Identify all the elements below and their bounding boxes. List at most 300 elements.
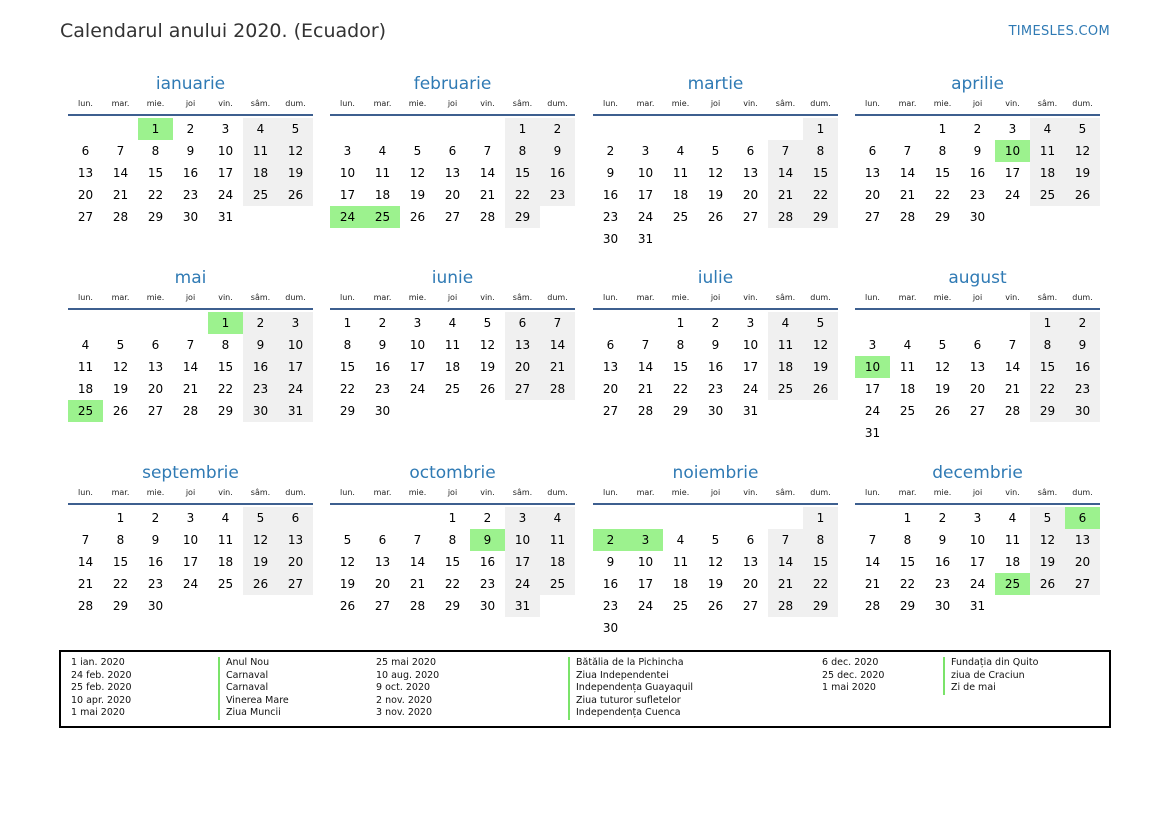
day-cell[interactable]: 8 bbox=[221, 338, 230, 352]
day-cell[interactable]: 21 bbox=[112, 188, 129, 202]
day-cell[interactable]: 2 bbox=[1065, 312, 1100, 334]
day-cell[interactable]: 17 bbox=[217, 166, 234, 180]
day-cell[interactable]: 29 bbox=[803, 206, 838, 228]
day-cell[interactable]: 5 bbox=[243, 507, 278, 529]
day-cell[interactable]: 16 bbox=[182, 166, 199, 180]
day-cell[interactable]: 31 bbox=[864, 426, 881, 440]
day-cell[interactable]: 30 bbox=[243, 400, 278, 422]
day-cell[interactable]: 11 bbox=[1030, 140, 1065, 162]
day-cell[interactable]: 13 bbox=[278, 529, 313, 551]
day-cell[interactable]: 29 bbox=[444, 599, 461, 613]
day-cell[interactable]: 10 bbox=[742, 338, 759, 352]
day-cell[interactable]: 12 bbox=[339, 555, 356, 569]
day-cell[interactable]: 19 bbox=[243, 551, 278, 573]
day-cell[interactable]: 14 bbox=[637, 360, 654, 374]
day-cell[interactable]: 17 bbox=[339, 188, 356, 202]
day-cell[interactable]: 18 bbox=[1004, 555, 1021, 569]
day-cell[interactable]: 6 bbox=[505, 312, 540, 334]
day-cell[interactable]: 9 bbox=[973, 144, 982, 158]
day-cell[interactable]: 20 bbox=[278, 551, 313, 573]
day-cell[interactable]: 7 bbox=[116, 144, 125, 158]
day-cell[interactable]: 24 bbox=[182, 577, 199, 591]
day-cell[interactable]: 23 bbox=[602, 210, 619, 224]
day-cell[interactable]: 22 bbox=[1030, 378, 1065, 400]
day-cell[interactable]: 4 bbox=[903, 338, 912, 352]
day-cell[interactable]: 27 bbox=[1065, 573, 1100, 595]
day-cell[interactable]: 19 bbox=[1065, 162, 1100, 184]
day-cell[interactable]: 26 bbox=[479, 382, 496, 396]
day-cell[interactable]: 17 bbox=[969, 555, 986, 569]
day-cell[interactable]: 10 bbox=[182, 533, 199, 547]
day-cell[interactable]: 15 bbox=[934, 166, 951, 180]
day-cell[interactable]: 14 bbox=[1004, 360, 1021, 374]
day-cell[interactable]: 20 bbox=[969, 382, 986, 396]
day-cell[interactable]: 6 bbox=[868, 144, 877, 158]
day-cell[interactable]: 12 bbox=[1030, 529, 1065, 551]
day-cell[interactable]: 14 bbox=[899, 166, 916, 180]
day-cell[interactable]: 3 bbox=[1008, 122, 1017, 136]
day-cell[interactable]: 3 bbox=[186, 511, 195, 525]
day-cell[interactable]: 4 bbox=[1008, 511, 1017, 525]
day-cell[interactable]: 23 bbox=[602, 599, 619, 613]
day-cell[interactable]: 9 bbox=[938, 533, 947, 547]
day-cell[interactable]: 9 bbox=[606, 166, 615, 180]
day-cell[interactable]: 11 bbox=[243, 140, 278, 162]
day-cell[interactable]: 14 bbox=[768, 551, 803, 573]
day-cell[interactable]: 21 bbox=[182, 382, 199, 396]
day-cell[interactable]: 5 bbox=[278, 118, 313, 140]
day-cell[interactable]: 19 bbox=[409, 188, 426, 202]
day-cell[interactable]: 24 bbox=[330, 206, 365, 228]
day-cell[interactable]: 15 bbox=[147, 166, 164, 180]
day-cell[interactable]: 2 bbox=[606, 144, 615, 158]
day-cell[interactable]: 18 bbox=[444, 360, 461, 374]
day-cell[interactable]: 15 bbox=[672, 360, 689, 374]
day-cell[interactable]: 19 bbox=[707, 188, 724, 202]
day-cell[interactable]: 17 bbox=[637, 577, 654, 591]
day-cell[interactable]: 10 bbox=[217, 144, 234, 158]
day-cell[interactable]: 26 bbox=[278, 184, 313, 206]
day-cell[interactable]: 9 bbox=[540, 140, 575, 162]
day-cell[interactable]: 31 bbox=[742, 404, 759, 418]
day-cell[interactable]: 17 bbox=[409, 360, 426, 374]
day-cell[interactable]: 7 bbox=[540, 312, 575, 334]
day-cell[interactable]: 24 bbox=[217, 188, 234, 202]
day-cell[interactable]: 19 bbox=[112, 382, 129, 396]
day-cell[interactable]: 26 bbox=[339, 599, 356, 613]
day-cell[interactable]: 20 bbox=[742, 577, 759, 591]
day-cell[interactable]: 26 bbox=[1065, 184, 1100, 206]
day-cell[interactable]: 10 bbox=[339, 166, 356, 180]
day-cell[interactable]: 11 bbox=[672, 555, 689, 569]
day-cell[interactable]: 1 bbox=[208, 312, 243, 334]
day-cell[interactable]: 29 bbox=[1030, 400, 1065, 422]
day-cell[interactable]: 31 bbox=[505, 595, 540, 617]
day-cell[interactable]: 1 bbox=[903, 511, 912, 525]
day-cell[interactable]: 4 bbox=[676, 144, 685, 158]
day-cell[interactable]: 29 bbox=[112, 599, 129, 613]
day-cell[interactable]: 28 bbox=[409, 599, 426, 613]
day-cell[interactable]: 2 bbox=[483, 511, 492, 525]
day-cell[interactable]: 21 bbox=[1004, 382, 1021, 396]
day-cell[interactable]: 11 bbox=[899, 360, 916, 374]
day-cell[interactable]: 11 bbox=[540, 529, 575, 551]
day-cell[interactable]: 7 bbox=[483, 144, 492, 158]
day-cell[interactable]: 4 bbox=[243, 118, 278, 140]
day-cell[interactable]: 29 bbox=[147, 210, 164, 224]
day-cell[interactable]: 6 bbox=[1065, 507, 1100, 529]
day-cell[interactable]: 19 bbox=[934, 382, 951, 396]
day-cell[interactable]: 13 bbox=[444, 166, 461, 180]
day-cell[interactable]: 21 bbox=[768, 184, 803, 206]
day-cell[interactable]: 31 bbox=[637, 232, 654, 246]
day-cell[interactable]: 6 bbox=[151, 338, 160, 352]
day-cell[interactable]: 28 bbox=[540, 378, 575, 400]
day-cell[interactable]: 28 bbox=[77, 599, 94, 613]
day-cell[interactable]: 14 bbox=[540, 334, 575, 356]
day-cell[interactable]: 22 bbox=[444, 577, 461, 591]
day-cell[interactable]: 6 bbox=[81, 144, 90, 158]
day-cell[interactable]: 15 bbox=[339, 360, 356, 374]
day-cell[interactable]: 31 bbox=[969, 599, 986, 613]
day-cell[interactable]: 8 bbox=[505, 140, 540, 162]
day-cell[interactable]: 16 bbox=[1065, 356, 1100, 378]
day-cell[interactable]: 6 bbox=[378, 533, 387, 547]
day-cell[interactable]: 8 bbox=[343, 338, 352, 352]
day-cell[interactable]: 23 bbox=[243, 378, 278, 400]
day-cell[interactable]: 25 bbox=[1030, 184, 1065, 206]
day-cell[interactable]: 4 bbox=[221, 511, 230, 525]
day-cell[interactable]: 29 bbox=[803, 595, 838, 617]
day-cell[interactable]: 8 bbox=[803, 140, 838, 162]
day-cell[interactable]: 22 bbox=[112, 577, 129, 591]
day-cell[interactable]: 27 bbox=[147, 404, 164, 418]
day-cell[interactable]: 17 bbox=[1004, 166, 1021, 180]
day-cell[interactable]: 27 bbox=[278, 573, 313, 595]
day-cell[interactable]: 3 bbox=[221, 122, 230, 136]
day-cell[interactable]: 7 bbox=[641, 338, 650, 352]
day-cell[interactable]: 11 bbox=[77, 360, 94, 374]
day-cell[interactable]: 6 bbox=[973, 338, 982, 352]
day-cell[interactable]: 17 bbox=[864, 382, 881, 396]
day-cell[interactable]: 10 bbox=[278, 334, 313, 356]
day-cell[interactable]: 16 bbox=[147, 555, 164, 569]
day-cell[interactable]: 25 bbox=[540, 573, 575, 595]
day-cell[interactable]: 17 bbox=[182, 555, 199, 569]
day-cell[interactable]: 25 bbox=[444, 382, 461, 396]
day-cell[interactable]: 9 bbox=[1065, 334, 1100, 356]
day-cell[interactable]: 11 bbox=[768, 334, 803, 356]
day-cell[interactable]: 5 bbox=[711, 144, 720, 158]
day-cell[interactable]: 5 bbox=[803, 312, 838, 334]
day-cell[interactable]: 13 bbox=[742, 555, 759, 569]
day-cell[interactable]: 2 bbox=[151, 511, 160, 525]
day-cell[interactable]: 28 bbox=[637, 404, 654, 418]
day-cell[interactable]: 21 bbox=[479, 188, 496, 202]
day-cell[interactable]: 17 bbox=[742, 360, 759, 374]
day-cell[interactable]: 18 bbox=[672, 577, 689, 591]
day-cell[interactable]: 3 bbox=[343, 144, 352, 158]
day-cell[interactable]: 7 bbox=[768, 529, 803, 551]
day-cell[interactable]: 13 bbox=[742, 166, 759, 180]
day-cell[interactable]: 28 bbox=[768, 206, 803, 228]
day-cell[interactable]: 18 bbox=[1030, 162, 1065, 184]
day-cell[interactable]: 24 bbox=[637, 210, 654, 224]
day-cell[interactable]: 16 bbox=[374, 360, 391, 374]
day-cell[interactable]: 3 bbox=[973, 511, 982, 525]
day-cell[interactable]: 13 bbox=[77, 166, 94, 180]
day-cell[interactable]: 18 bbox=[77, 382, 94, 396]
day-cell[interactable]: 16 bbox=[707, 360, 724, 374]
day-cell[interactable]: 18 bbox=[243, 162, 278, 184]
day-cell[interactable]: 27 bbox=[864, 210, 881, 224]
day-cell[interactable]: 15 bbox=[112, 555, 129, 569]
day-cell[interactable]: 4 bbox=[81, 338, 90, 352]
day-cell[interactable]: 27 bbox=[969, 404, 986, 418]
day-cell[interactable]: 23 bbox=[540, 184, 575, 206]
day-cell[interactable]: 20 bbox=[864, 188, 881, 202]
day-cell[interactable]: 24 bbox=[864, 404, 881, 418]
day-cell[interactable]: 27 bbox=[602, 404, 619, 418]
day-cell[interactable]: 7 bbox=[413, 533, 422, 547]
day-cell[interactable]: 9 bbox=[186, 144, 195, 158]
day-cell[interactable]: 7 bbox=[768, 140, 803, 162]
day-cell[interactable]: 1 bbox=[803, 118, 838, 140]
day-cell[interactable]: 29 bbox=[934, 210, 951, 224]
day-cell[interactable]: 25 bbox=[768, 378, 803, 400]
day-cell[interactable]: 25 bbox=[672, 599, 689, 613]
day-cell[interactable]: 22 bbox=[147, 188, 164, 202]
day-cell[interactable]: 6 bbox=[746, 144, 755, 158]
day-cell[interactable]: 1 bbox=[676, 316, 685, 330]
day-cell[interactable]: 13 bbox=[1065, 529, 1100, 551]
day-cell[interactable]: 9 bbox=[711, 338, 720, 352]
day-cell[interactable]: 15 bbox=[444, 555, 461, 569]
day-cell[interactable]: 10 bbox=[855, 356, 890, 378]
day-cell[interactable]: 21 bbox=[77, 577, 94, 591]
day-cell[interactable]: 28 bbox=[182, 404, 199, 418]
day-cell[interactable]: 24 bbox=[409, 382, 426, 396]
day-cell[interactable]: 4 bbox=[1030, 118, 1065, 140]
day-cell[interactable]: 27 bbox=[374, 599, 391, 613]
day-cell[interactable]: 4 bbox=[540, 507, 575, 529]
day-cell[interactable]: 23 bbox=[969, 188, 986, 202]
day-cell[interactable]: 24 bbox=[278, 378, 313, 400]
day-cell[interactable]: 27 bbox=[742, 599, 759, 613]
day-cell[interactable]: 29 bbox=[505, 206, 540, 228]
day-cell[interactable]: 27 bbox=[444, 210, 461, 224]
day-cell[interactable]: 17 bbox=[278, 356, 313, 378]
day-cell[interactable]: 8 bbox=[676, 338, 685, 352]
day-cell[interactable]: 12 bbox=[278, 140, 313, 162]
day-cell[interactable]: 8 bbox=[903, 533, 912, 547]
day-cell[interactable]: 1 bbox=[803, 507, 838, 529]
day-cell[interactable]: 7 bbox=[81, 533, 90, 547]
day-cell[interactable]: 15 bbox=[803, 551, 838, 573]
day-cell[interactable]: 16 bbox=[479, 555, 496, 569]
day-cell[interactable]: 30 bbox=[374, 404, 391, 418]
day-cell[interactable]: 13 bbox=[864, 166, 881, 180]
day-cell[interactable]: 28 bbox=[1004, 404, 1021, 418]
day-cell[interactable]: 7 bbox=[1008, 338, 1017, 352]
day-cell[interactable]: 30 bbox=[147, 599, 164, 613]
day-cell[interactable]: 15 bbox=[217, 360, 234, 374]
day-cell[interactable]: 2 bbox=[938, 511, 947, 525]
day-cell[interactable]: 6 bbox=[448, 144, 457, 158]
day-cell[interactable]: 15 bbox=[803, 162, 838, 184]
day-cell[interactable]: 13 bbox=[969, 360, 986, 374]
day-cell[interactable]: 6 bbox=[606, 338, 615, 352]
day-cell[interactable]: 14 bbox=[182, 360, 199, 374]
day-cell[interactable]: 26 bbox=[409, 210, 426, 224]
day-cell[interactable]: 6 bbox=[278, 507, 313, 529]
day-cell[interactable]: 3 bbox=[413, 316, 422, 330]
day-cell[interactable]: 22 bbox=[934, 188, 951, 202]
day-cell[interactable]: 1 bbox=[1030, 312, 1065, 334]
day-cell[interactable]: 2 bbox=[186, 122, 195, 136]
day-cell[interactable]: 20 bbox=[77, 188, 94, 202]
day-cell[interactable]: 10 bbox=[505, 529, 540, 551]
day-cell[interactable]: 10 bbox=[637, 555, 654, 569]
day-cell[interactable]: 1 bbox=[938, 122, 947, 136]
day-cell[interactable]: 20 bbox=[602, 382, 619, 396]
day-cell[interactable]: 2 bbox=[973, 122, 982, 136]
day-cell[interactable]: 19 bbox=[339, 577, 356, 591]
day-cell[interactable]: 1 bbox=[116, 511, 125, 525]
day-cell[interactable]: 16 bbox=[969, 166, 986, 180]
day-cell[interactable]: 19 bbox=[707, 577, 724, 591]
day-cell[interactable]: 5 bbox=[343, 533, 352, 547]
day-cell[interactable]: 23 bbox=[374, 382, 391, 396]
day-cell[interactable]: 12 bbox=[1065, 140, 1100, 162]
day-cell[interactable]: 9 bbox=[378, 338, 387, 352]
day-cell[interactable]: 20 bbox=[147, 382, 164, 396]
day-cell[interactable]: 22 bbox=[339, 382, 356, 396]
day-cell[interactable]: 19 bbox=[803, 356, 838, 378]
day-cell[interactable]: 20 bbox=[444, 188, 461, 202]
day-cell[interactable]: 12 bbox=[409, 166, 426, 180]
day-cell[interactable]: 29 bbox=[899, 599, 916, 613]
day-cell[interactable]: 20 bbox=[505, 356, 540, 378]
day-cell[interactable]: 23 bbox=[479, 577, 496, 591]
day-cell[interactable]: 26 bbox=[707, 599, 724, 613]
day-cell[interactable]: 26 bbox=[112, 404, 129, 418]
day-cell[interactable]: 13 bbox=[374, 555, 391, 569]
day-cell[interactable]: 19 bbox=[278, 162, 313, 184]
day-cell[interactable]: 1 bbox=[138, 118, 173, 140]
day-cell[interactable]: 18 bbox=[540, 551, 575, 573]
day-cell[interactable]: 30 bbox=[707, 404, 724, 418]
day-cell[interactable]: 22 bbox=[217, 382, 234, 396]
day-cell[interactable]: 22 bbox=[803, 184, 838, 206]
day-cell[interactable]: 5 bbox=[1065, 118, 1100, 140]
day-cell[interactable]: 3 bbox=[868, 338, 877, 352]
day-cell[interactable]: 16 bbox=[540, 162, 575, 184]
day-cell[interactable]: 3 bbox=[505, 507, 540, 529]
day-cell[interactable]: 5 bbox=[711, 533, 720, 547]
day-cell[interactable]: 21 bbox=[768, 573, 803, 595]
day-cell[interactable]: 30 bbox=[182, 210, 199, 224]
day-cell[interactable]: 14 bbox=[768, 162, 803, 184]
day-cell[interactable]: 4 bbox=[448, 316, 457, 330]
day-cell[interactable]: 18 bbox=[768, 356, 803, 378]
day-cell[interactable]: 12 bbox=[934, 360, 951, 374]
day-cell[interactable]: 19 bbox=[479, 360, 496, 374]
day-cell[interactable]: 14 bbox=[112, 166, 129, 180]
day-cell[interactable]: 15 bbox=[1030, 356, 1065, 378]
day-cell[interactable]: 28 bbox=[864, 599, 881, 613]
day-cell[interactable]: 5 bbox=[413, 144, 422, 158]
day-cell[interactable]: 22 bbox=[505, 184, 540, 206]
day-cell[interactable]: 12 bbox=[707, 555, 724, 569]
day-cell[interactable]: 5 bbox=[116, 338, 125, 352]
day-cell[interactable]: 10 bbox=[409, 338, 426, 352]
day-cell[interactable]: 26 bbox=[707, 210, 724, 224]
day-cell[interactable]: 15 bbox=[505, 162, 540, 184]
day-cell[interactable]: 20 bbox=[742, 188, 759, 202]
day-cell[interactable]: 28 bbox=[479, 210, 496, 224]
day-cell[interactable]: 16 bbox=[602, 577, 619, 591]
day-cell[interactable]: 20 bbox=[374, 577, 391, 591]
day-cell[interactable]: 21 bbox=[864, 577, 881, 591]
day-cell[interactable]: 8 bbox=[151, 144, 160, 158]
day-cell[interactable]: 11 bbox=[1004, 533, 1021, 547]
day-cell[interactable]: 10 bbox=[995, 140, 1030, 162]
day-cell[interactable]: 30 bbox=[479, 599, 496, 613]
day-cell[interactable]: 8 bbox=[938, 144, 947, 158]
day-cell[interactable]: 16 bbox=[602, 188, 619, 202]
day-cell[interactable]: 10 bbox=[637, 166, 654, 180]
day-cell[interactable]: 29 bbox=[339, 404, 356, 418]
day-cell[interactable]: 13 bbox=[505, 334, 540, 356]
day-cell[interactable]: 14 bbox=[409, 555, 426, 569]
day-cell[interactable]: 10 bbox=[969, 533, 986, 547]
day-cell[interactable]: 1 bbox=[448, 511, 457, 525]
day-cell[interactable]: 4 bbox=[378, 144, 387, 158]
day-cell[interactable]: 2 bbox=[593, 529, 628, 551]
day-cell[interactable]: 3 bbox=[278, 312, 313, 334]
day-cell[interactable]: 30 bbox=[934, 599, 951, 613]
day-cell[interactable]: 6 bbox=[746, 533, 755, 547]
day-cell[interactable]: 11 bbox=[217, 533, 234, 547]
day-cell[interactable]: 14 bbox=[479, 166, 496, 180]
day-cell[interactable]: 16 bbox=[934, 555, 951, 569]
day-cell[interactable]: 1 bbox=[343, 316, 352, 330]
day-cell[interactable]: 9 bbox=[470, 529, 505, 551]
day-cell[interactable]: 11 bbox=[672, 166, 689, 180]
day-cell[interactable]: 9 bbox=[243, 334, 278, 356]
day-cell[interactable]: 5 bbox=[938, 338, 947, 352]
day-cell[interactable]: 22 bbox=[899, 577, 916, 591]
day-cell[interactable]: 8 bbox=[803, 529, 838, 551]
day-cell[interactable]: 4 bbox=[676, 533, 685, 547]
day-cell[interactable]: 26 bbox=[243, 573, 278, 595]
day-cell[interactable]: 7 bbox=[903, 144, 912, 158]
day-cell[interactable]: 30 bbox=[1065, 400, 1100, 422]
day-cell[interactable]: 14 bbox=[77, 555, 94, 569]
day-cell[interactable]: 11 bbox=[444, 338, 461, 352]
day-cell[interactable]: 31 bbox=[278, 400, 313, 422]
day-cell[interactable]: 30 bbox=[969, 210, 986, 224]
day-cell[interactable]: 25 bbox=[217, 577, 234, 591]
day-cell[interactable]: 25 bbox=[365, 206, 400, 228]
day-cell[interactable]: 4 bbox=[768, 312, 803, 334]
day-cell[interactable]: 24 bbox=[742, 382, 759, 396]
day-cell[interactable]: 27 bbox=[742, 210, 759, 224]
day-cell[interactable]: 18 bbox=[672, 188, 689, 202]
day-cell[interactable]: 29 bbox=[672, 404, 689, 418]
day-cell[interactable]: 11 bbox=[374, 166, 391, 180]
